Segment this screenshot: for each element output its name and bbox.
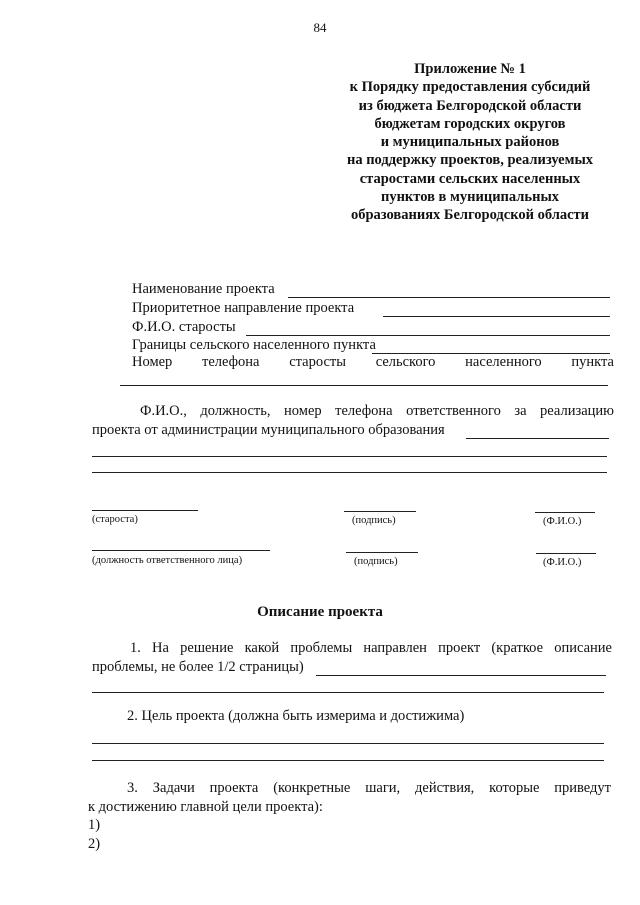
responsible-label-cont: проекта от администрации муниципального образования — [92, 422, 445, 438]
signature-line[interactable] — [346, 552, 418, 553]
question-1: 1. На решение какой проблемы направлен проект (краткое описание — [130, 640, 612, 656]
elder-name-line[interactable] — [246, 335, 610, 336]
appendix-line: бюджетам городских округов — [374, 115, 566, 132]
appendix-line: образованиях Белгородской области — [350, 207, 590, 224]
responsible-line-2[interactable] — [92, 456, 607, 457]
list-item: 1) — [88, 817, 101, 833]
priority-line[interactable] — [383, 316, 610, 317]
elder-signature-line[interactable] — [92, 510, 198, 511]
appendix-line: пунктов в муниципальных — [380, 189, 560, 206]
question-1-cont: проблемы, не более 1/2 страницы) — [92, 659, 304, 675]
priority-label: Приоритетное направление проекта — [132, 300, 355, 316]
signature-line[interactable] — [344, 511, 416, 512]
answer-line[interactable] — [92, 743, 604, 744]
borders-label: Границы сельского населенного пункта — [132, 337, 376, 353]
answer-line[interactable] — [92, 692, 604, 693]
fio-line[interactable] — [535, 512, 595, 513]
question-3-cont: к достижению главной цели проекта): — [88, 799, 323, 815]
answer-line[interactable] — [316, 675, 606, 676]
project-name-line[interactable] — [288, 297, 610, 298]
list-item: 2) — [88, 836, 101, 852]
responsible-line-1[interactable] — [466, 438, 609, 439]
elder-name-label: Ф.И.О. старосты — [132, 319, 236, 335]
appendix-line: старостами сельских населенных — [359, 170, 581, 187]
answer-line[interactable] — [92, 760, 604, 761]
fio-caption: (Ф.И.О.) — [543, 557, 582, 568]
section-title: Описание проекта — [257, 604, 383, 620]
signature-caption: (подпись) — [354, 556, 398, 567]
question-3: 3. Задачи проекта (конкретные шаги, действия, которые приведут — [127, 780, 611, 796]
page-number: 84 — [313, 20, 327, 35]
question-2: 2. Цель проекта (должна быть измерима и достижима) — [127, 708, 465, 724]
phone-line[interactable] — [120, 385, 608, 386]
phone-label — [132, 354, 614, 371]
appendix-line: из бюджета Белгородской области — [358, 97, 582, 114]
responsible-caption: (должность ответственного лица) — [92, 555, 243, 566]
fio-caption: (Ф.И.О.) — [543, 516, 582, 527]
responsible-signature-line[interactable] — [92, 550, 270, 551]
responsible-line-3[interactable] — [92, 472, 607, 473]
responsible-label: Ф.И.О., должность, номер телефона ответственного за реализацию — [140, 403, 614, 419]
phone-word: пункта — [571, 354, 614, 370]
appendix-line: Приложение № 1 — [414, 61, 526, 77]
elder-caption: (староста) — [92, 514, 138, 525]
project-name-label: Наименование проекта — [132, 281, 275, 297]
appendix-line: на поддержку проектов, реализуемых — [346, 152, 594, 169]
phone-word: старосты — [289, 354, 346, 370]
phone-word: населенного — [465, 354, 542, 370]
phone-word: телефона — [202, 354, 260, 370]
phone-word: сельского — [375, 354, 436, 370]
signature-caption: (подпись) — [352, 515, 396, 526]
appendix-line: к Порядку предоставления субсидий — [349, 79, 591, 96]
appendix-line: и муниципальных районов — [380, 134, 560, 151]
appendix-header — [325, 60, 615, 225]
fio-line[interactable] — [536, 553, 596, 554]
phone-word: Номер — [132, 354, 173, 370]
